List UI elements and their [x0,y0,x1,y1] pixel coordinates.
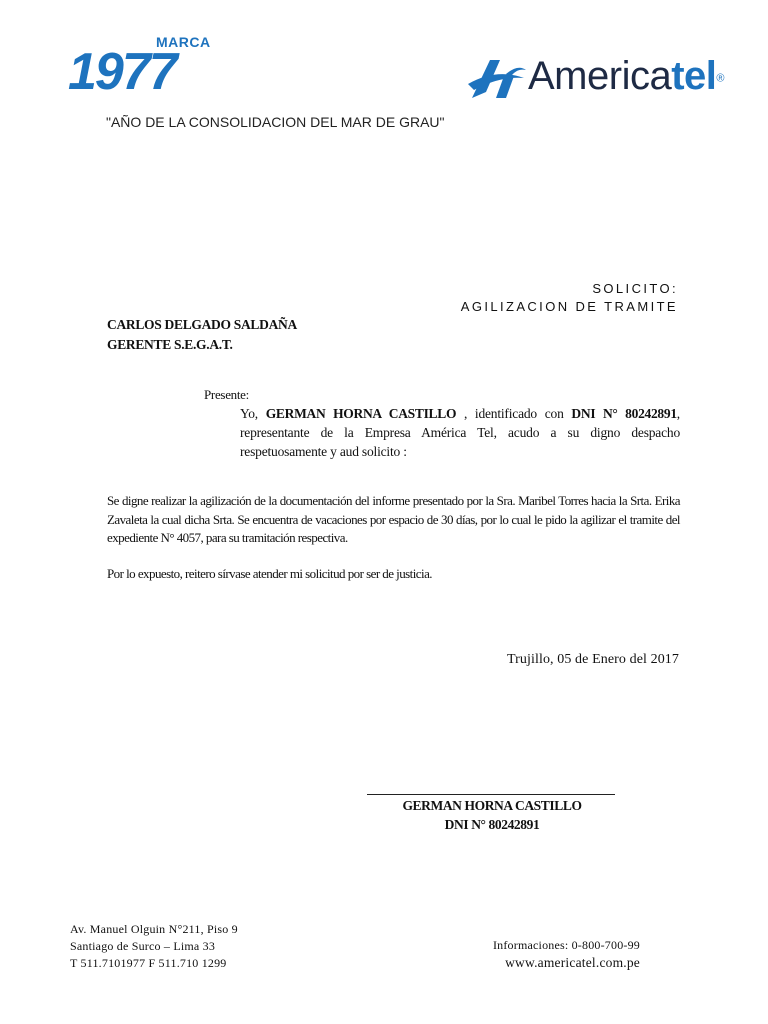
body-paragraph-2: Por lo expuesto, reitero sírvase atender mi solicitud por ser de justicia. [107,566,433,581]
signature-dni: DNI N° 80242891 [444,817,540,832]
presente-label: Presente: [204,387,249,402]
signature-name: GERMAN HORNA CASTILLO [402,798,582,813]
signature-block [367,796,617,834]
intro-rest: , representante de la Empresa América Tel, acudo a su digno despacho respetuosamente y aud solicito : [240,406,680,459]
recipient-block [107,315,297,355]
footer-address-line2: Santiago de Surco – Lima 33 [70,939,216,953]
letter-date: Trujillo, 05 de Enero del 2017 [506,652,679,667]
solicito-subject: AGILIZACION DE TRAMITE [460,299,678,314]
americatel-name: America [528,54,672,98]
registered-mark: ® [716,72,724,85]
solicito-label: SOLICITO: [592,281,678,296]
footer-info: Informaciones: 0-800-700-99 [492,938,640,952]
intro-dni: DNI N° 80242891 [571,406,677,421]
recipient-title: GERENTE S.E.G.A.T. [107,337,233,352]
footer-address-line1: Av. Manuel Olguin N°211, Piso 9 [70,922,238,936]
intro-identificado: , identificado con [463,406,564,421]
solicito-block [461,280,678,316]
marca-year: 1977 [68,43,176,101]
signature-line [367,794,615,795]
intro-paragraph [240,404,680,461]
footer-phones: T 511.7101977 F 511.710 1299 [70,956,227,970]
americatel-mark-icon [466,54,528,102]
americatel-logo [466,52,756,104]
americatel-tel: tel [671,54,717,98]
footer-website: www.americatel.com.pe [505,955,640,970]
americatel-wordmark [528,52,724,102]
footer-address [70,921,238,972]
year-motto: "AÑO DE LA CONSOLIDACION DEL MAR DE GRAU" [106,114,445,130]
marca-1977-logo [68,34,211,102]
intro-yo: Yo, [240,406,258,421]
intro-sender-name: GERMAN HORNA CASTILLO [265,406,457,421]
body-paragraph-1: Se digne realizar la agilización de la documentación del informe presentado por la Sra. Maribel Torres hacia la Srta. Erika Zavaleta la cual dicha Srta. Se encuentra de vacaciones por espacio de 30 días, por lo cual le pido la agilizar el tramite del expediente N° 4057, para su tramitación respectiva. [107,493,680,545]
recipient-name: CARLOS DELGADO SALDAÑA [107,317,297,332]
footer-contact [493,937,640,971]
marca-label: MARCA [156,34,211,50]
